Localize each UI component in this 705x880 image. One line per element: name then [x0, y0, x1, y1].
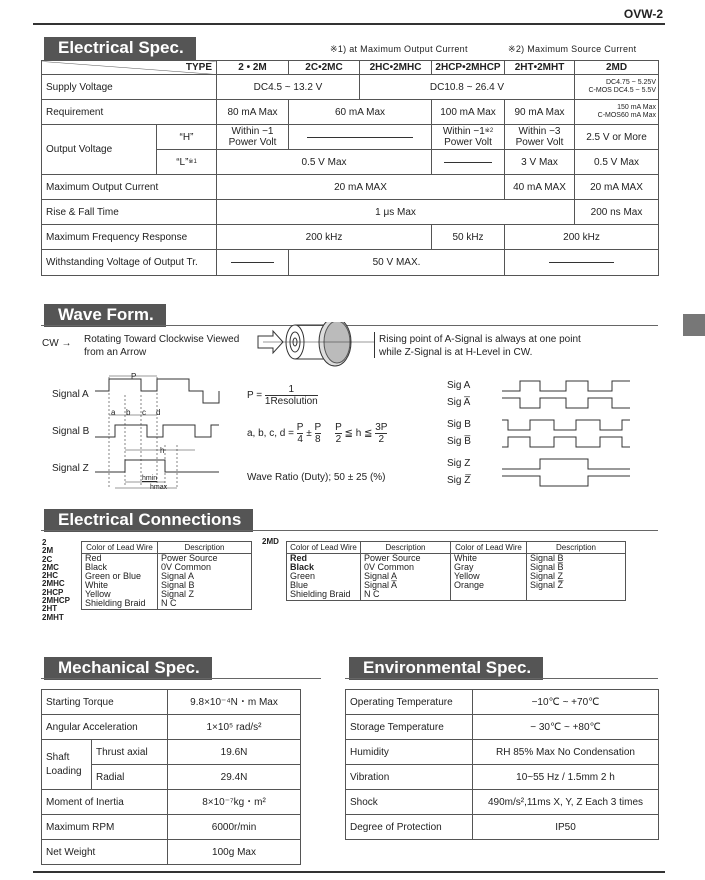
- model-item: 2MHC: [42, 579, 65, 589]
- numerator: P: [296, 422, 304, 433]
- h-level-label: “H”: [157, 125, 217, 150]
- cell-value: [575, 75, 659, 100]
- mechanical-spec-table: [41, 689, 301, 865]
- timing-diagram: [95, 375, 235, 495]
- sig-label: Sig A̅: [447, 397, 471, 408]
- cell-value: 2.5 V or More: [575, 125, 659, 150]
- row-label: Requirement: [42, 100, 217, 125]
- lead-wire-table-right: [286, 541, 626, 601]
- col-header: 2HCP•2MHCP: [432, 61, 505, 75]
- desc-item: Power Source: [161, 553, 218, 563]
- col-header: 2HC•2MHC: [360, 61, 432, 75]
- complementary-waves: [500, 376, 640, 488]
- formula-abcd-lhs: a, b, c, d =: [247, 428, 294, 440]
- numerator: P: [314, 422, 322, 433]
- sig-z-wave: [502, 459, 630, 469]
- sig-b-wave: [502, 420, 630, 430]
- cell-value: 1×10⁵ rad/s²: [168, 715, 301, 740]
- row-label: Withstanding Voltage of Output Tr.: [42, 250, 217, 276]
- desc-item: 0V Common: [364, 562, 415, 572]
- model-item: 2HT: [42, 604, 58, 614]
- plus-minus: ±: [306, 428, 312, 440]
- denominator: 2: [378, 434, 385, 445]
- cell-dash: [505, 250, 659, 276]
- desc-item: Signal A: [161, 571, 195, 581]
- cell-line: C-MOS DC4.5 ~ 5.5V: [588, 87, 656, 94]
- electrical-spec-note-2: ※2) Maximum Source Current: [508, 44, 637, 54]
- l-level-label: [157, 150, 217, 175]
- color-item: Yellow: [85, 589, 111, 599]
- cw-text-line-1: Rotating Toward Clockwise Viewed: [84, 334, 240, 345]
- color-item: Shielding Braid: [85, 598, 146, 608]
- signal-a-label: Signal A: [52, 389, 89, 400]
- head-color: Color of Lead Wire: [287, 542, 361, 554]
- fraction: [297, 422, 304, 445]
- cell-value: 20 mA MAX: [575, 175, 659, 200]
- cell-line: Within −3: [518, 126, 561, 137]
- sig-label: Sig A: [447, 380, 471, 391]
- cell-value: 80 mA Max: [217, 100, 289, 125]
- type-header: TYPE: [42, 61, 217, 75]
- signal-z-label: Signal Z: [52, 463, 89, 474]
- row-label: Angular Acceleration: [42, 715, 168, 740]
- abcd-label: a: [111, 408, 116, 417]
- cell-value: [432, 125, 505, 150]
- row-label: Storage Temperature: [346, 715, 473, 740]
- desc-item: Signal B: [530, 553, 564, 563]
- fraction: [375, 422, 387, 445]
- color-item: Yellow: [454, 571, 480, 581]
- denominator: 8: [315, 434, 321, 445]
- md-model-label: 2MD: [262, 537, 279, 546]
- cell-line: Power Volt: [228, 137, 277, 148]
- section-rule: [41, 530, 658, 531]
- model-item: 2: [42, 538, 47, 547]
- head-desc: Description: [361, 542, 451, 554]
- page-model-code: OVW-2: [623, 7, 663, 21]
- sig-a-wave: [502, 381, 630, 391]
- section-rule: [41, 678, 321, 679]
- fraction: [335, 422, 342, 445]
- head-desc: Description: [158, 542, 252, 554]
- cell-value: 29.4N: [168, 765, 301, 790]
- cell-value: 50 V MAX.: [289, 250, 505, 276]
- mechanical-spec-title: Mechanical Spec.: [44, 657, 212, 680]
- h-range-operator: ≦ h ≦: [344, 428, 373, 440]
- cell-value: 1 μs Max: [217, 200, 575, 225]
- side-index-tab: [683, 314, 705, 336]
- color-item: Black: [290, 562, 315, 572]
- electrical-spec-table: [41, 60, 659, 276]
- hmin-label: hmin: [142, 475, 158, 482]
- cell-dash: [217, 250, 289, 276]
- desc-item: Power Source: [364, 553, 421, 563]
- cell-text: “L”: [176, 156, 189, 168]
- col-header: 2C•2MC: [289, 61, 360, 75]
- denominator: 2: [335, 434, 342, 445]
- row-label: Supply Voltage: [42, 75, 217, 100]
- fraction: [315, 422, 322, 445]
- cell-value: 100g Max: [168, 840, 301, 865]
- color-item: Red: [85, 553, 102, 563]
- desc-item: N C: [161, 598, 177, 608]
- shaft-loading-label: [42, 740, 92, 790]
- cell-value: [217, 125, 289, 150]
- cell-line: Power Volt: [444, 137, 492, 148]
- col-header: 2HT•2MHT: [505, 61, 575, 75]
- row-label: Vibration: [346, 765, 473, 790]
- cell-value: [575, 100, 659, 125]
- desc-item: Signal B̅: [530, 562, 564, 572]
- formula-p-lhs: P =: [247, 390, 263, 402]
- row-label: Maximum Output Current: [42, 175, 217, 200]
- denominator: 1Resolution: [264, 396, 318, 407]
- cell-value: RH 85% Max No Condensation: [473, 740, 659, 765]
- head-color: Color of Lead Wire: [451, 542, 527, 554]
- desc-column: [158, 554, 252, 610]
- cell-value: 8×10⁻⁷kg・m²: [168, 790, 301, 815]
- desc-item: Signal A̅: [364, 580, 398, 590]
- cell-line: Loading: [46, 766, 82, 777]
- cell-value: 3 V Max: [505, 150, 575, 175]
- color-item: Gray: [454, 562, 474, 572]
- sig-label: Sig Z̅: [447, 475, 471, 486]
- cell-line: 150 mA Max: [617, 104, 656, 111]
- lead-wire-table-left: [81, 541, 252, 610]
- color-item: Green or Blue: [85, 571, 142, 581]
- cell-line: DC4.75 ~ 5.25V: [605, 79, 656, 86]
- color-item: Green: [290, 571, 316, 581]
- cell-value: 90 mA Max: [505, 100, 575, 125]
- encoder-body-icon: [324, 322, 350, 363]
- model-item: 2HC: [42, 571, 59, 581]
- cell-dash: [432, 150, 505, 175]
- row-label: Degree of Protection: [346, 815, 473, 840]
- row-label: Thrust axial: [92, 740, 168, 765]
- duty-ratio: Wave Ratio (Duty); 50 ± 25 (%): [247, 472, 386, 483]
- cell-value: IP50: [473, 815, 659, 840]
- cell-value: 50 kHz: [432, 225, 505, 250]
- model-item: 2M: [42, 546, 54, 556]
- cell-value: 0.5 V Max: [217, 150, 432, 175]
- formula-p-fraction: [265, 384, 318, 407]
- row-label: Maximum RPM: [42, 815, 168, 840]
- leader-line: [374, 332, 375, 358]
- row-label: Starting Torque: [42, 690, 168, 715]
- environmental-spec-title: Environmental Spec.: [349, 657, 543, 680]
- color-item: Red: [290, 553, 308, 563]
- sig-label: Sig Z: [447, 458, 471, 469]
- col-header: 2 • 2M: [217, 61, 289, 75]
- desc-item: Signal Z̅: [530, 580, 564, 590]
- cell-value: 60 mA Max: [289, 100, 432, 125]
- cell-value: DC10.8 ~ 26.4 V: [360, 75, 575, 100]
- color-column: [82, 554, 158, 610]
- h-label: h: [160, 446, 165, 455]
- cell-value: 200 kHz: [505, 225, 659, 250]
- cell-text: Within −1: [442, 126, 485, 137]
- model-list: [42, 539, 70, 622]
- row-label: Operating Temperature: [346, 690, 473, 715]
- color-item: White: [454, 553, 478, 563]
- col-header: 2MD: [575, 61, 659, 75]
- row-label: Humidity: [346, 740, 473, 765]
- numerator: 3P: [375, 422, 388, 433]
- environmental-spec-table: [345, 689, 659, 840]
- desc-item: Signal Z: [530, 571, 564, 581]
- cell-value: 20 mA MAX: [217, 175, 505, 200]
- color-item: Orange: [454, 580, 485, 590]
- color-column: [287, 554, 361, 601]
- cw-label: CW →: [42, 338, 72, 349]
- row-label: Shock: [346, 790, 473, 815]
- note-mark: ※2: [484, 128, 494, 134]
- cell-value: 200 ns Max: [575, 200, 659, 225]
- electrical-spec-note-1: ※1) at Maximum Output Current: [330, 44, 468, 54]
- cell-value: DC4.5 ~ 13.2 V: [217, 75, 360, 100]
- formula-p: [247, 384, 318, 407]
- sig-z-bar-wave: [502, 476, 630, 486]
- footer-rule: [33, 871, 665, 873]
- cell-value: 200 kHz: [217, 225, 432, 250]
- note-mark: ※1: [188, 158, 197, 165]
- cell-value: 0.5 V Max: [575, 150, 659, 175]
- numerator: P: [335, 422, 342, 433]
- cell-value: −10℃ ~ +70℃: [473, 690, 659, 715]
- electrical-connections-title: Electrical Connections: [44, 509, 253, 532]
- abcd-label: c: [142, 408, 146, 417]
- sig-a-bar-wave: [502, 398, 630, 408]
- desc-item: Signal Z: [161, 589, 195, 599]
- section-rule: [345, 678, 658, 679]
- cell-line: Power Volt: [515, 137, 564, 148]
- cell-line: Shaft: [46, 752, 70, 763]
- header-rule: [33, 23, 665, 25]
- formula-abcd: [247, 422, 387, 445]
- cell-value: 9.8×10⁻⁴N・m Max: [168, 690, 301, 715]
- hmax-label: hmax: [150, 484, 168, 491]
- cell-value: 100 mA Max: [432, 100, 505, 125]
- model-item: 2MHT: [42, 612, 64, 622]
- model-item: 2MC: [42, 562, 59, 572]
- abcd-label: b: [126, 408, 131, 417]
- head-color: Color of Lead Wire: [82, 542, 158, 554]
- desc-item: Signal B: [161, 580, 195, 590]
- cell-line: [436, 126, 500, 137]
- sig-label: Sig B: [447, 419, 471, 430]
- row-label: Moment of Inertia: [42, 790, 168, 815]
- desc-item: 0V Common: [161, 562, 212, 572]
- sig-label: Sig B̅: [447, 436, 471, 447]
- color-item: Black: [85, 562, 108, 572]
- desc-column: [361, 554, 451, 601]
- signal-b-label: Signal B: [52, 426, 90, 437]
- desc-column: [527, 554, 626, 601]
- denominator: 4: [297, 434, 303, 445]
- cw-text-line-2: from an Arrow: [84, 347, 147, 358]
- row-label: Output Voltage: [42, 125, 157, 175]
- color-column: [451, 554, 527, 601]
- row-label: Maximum Frequency Response: [42, 225, 217, 250]
- color-item: White: [85, 580, 109, 590]
- cell-value: 19.6N: [168, 740, 301, 765]
- row-label: Rise & Fall Time: [42, 200, 217, 225]
- color-item: Blue: [290, 580, 309, 590]
- model-item: 2C: [42, 554, 53, 564]
- cell-line: Within −1: [231, 126, 274, 137]
- cell-value: [505, 125, 575, 150]
- abcd-label: d: [156, 408, 161, 417]
- cell-value: 10~55 Hz / 1.5mm 2 h: [473, 765, 659, 790]
- cell-line: C-MOS60 mA Max: [597, 112, 656, 119]
- head-desc: Description: [527, 542, 626, 554]
- desc-item: N C: [364, 589, 380, 599]
- cell-dash: [289, 125, 432, 150]
- sig-b-bar-wave: [502, 437, 630, 447]
- color-item: Shielding Braid: [290, 589, 351, 599]
- cell-value: 40 mA MAX: [505, 175, 575, 200]
- rising-text-line-1: Rising point of A-Signal is always at one point: [379, 334, 581, 345]
- numerator: 1: [265, 384, 318, 396]
- model-item: 2HCP: [42, 587, 64, 597]
- wave-form-title: Wave Form.: [44, 304, 166, 327]
- electrical-spec-title: Electrical Spec.: [44, 37, 196, 60]
- desc-item: Signal A: [364, 571, 398, 581]
- p-label: P: [131, 372, 137, 381]
- row-label: Net Weight: [42, 840, 168, 865]
- row-label: Radial: [92, 765, 168, 790]
- rising-text-line-2: while Z-Signal is at H-Level in CW.: [379, 347, 533, 358]
- encoder-drawing: [255, 322, 380, 372]
- cell-value: − 30℃ ~ +80℃: [473, 715, 659, 740]
- cell-value: 490m/s²,11ms X, Y, Z Each 3 times: [473, 790, 659, 815]
- model-item: 2MHCP: [42, 596, 71, 606]
- cell-value: 6000r/min: [168, 815, 301, 840]
